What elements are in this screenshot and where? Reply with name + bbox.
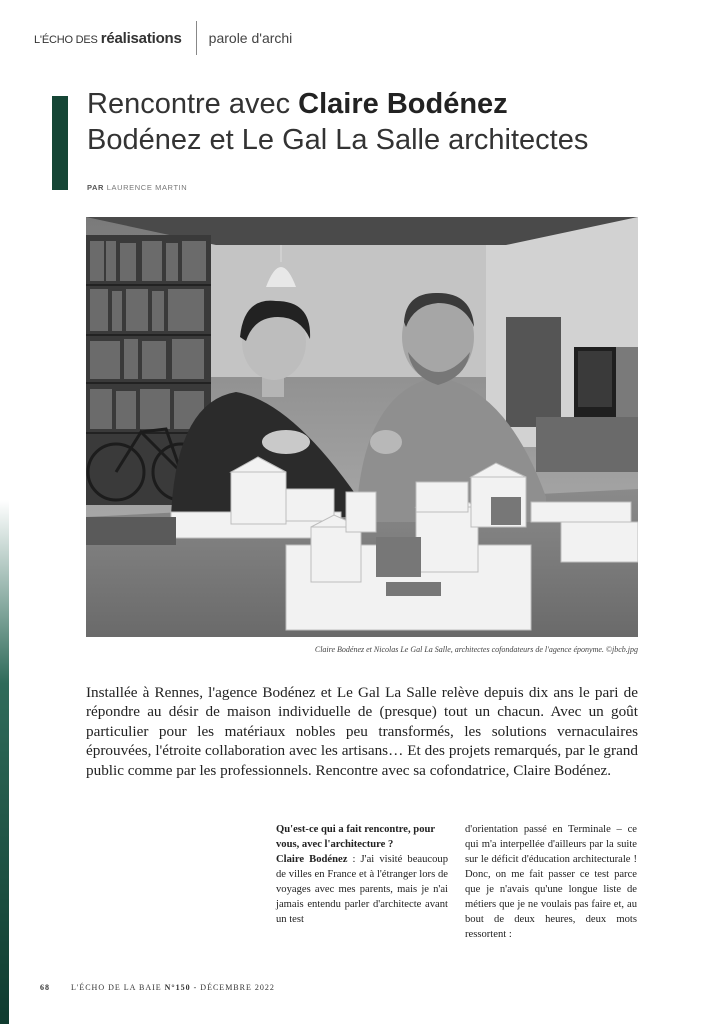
page-header [34,22,292,54]
header-divider [196,21,197,55]
magazine-name: L'ÉCHO DE LA BAIE [71,983,162,992]
article-title-line2: Bodénez et Le Gal La Salle architectes [87,124,589,156]
byline-author: LAURENCE MARTIN [106,183,188,192]
title-light: Rencontre avec [87,88,299,120]
interview-question: Qu'est-ce qui a fait rencontre, pour vous, avec l'architecture ? [276,824,435,850]
section-title: réalisations [100,29,182,47]
section-label [34,30,182,47]
interview-answer-part1 [276,852,448,927]
article-photo [86,217,638,637]
answer-text-1: : J'ai visité beaucoup de villes en France et à l'étranger lors de voyages avec mes parents, mais je n'ai jamais entendu parler d'architecte avant un test [276,854,448,925]
issue-number: N°150 [164,983,191,992]
title-accent-bar [52,96,68,190]
section-prefix: L'ÉCHO DES [34,33,98,46]
interview-answer-part2: d'orientation passé en Terminale – ce qui m'a interpellée d'ailleurs par la suite sur le déficit d'éducation architecturale ! Donc, on me fait passer ce test parce que je n'avais qu'une longue liste de métiers que je ne voulais pas faire et, au bout de deux heures, deux mots ressortent : [465,824,637,940]
interview-column-2 [465,822,637,942]
article-intro: Installée à Rennes, l'agence Bodénez et Le Gal La Salle relève depuis dix ans le pari de répondre au désir de maison individuelle de (presque) tout un chacun. Avec un goût particulier pour les matériaux nobles peu transformés, les solutions vernaculaires éprouvées, l'étroite collaboration avec les artisans… Et des projets remarqués, par le grand public comme par les professionnels. Rencontre avec sa cofondatrice, Claire Bodénez. [86,684,638,779]
page-footer [40,983,275,992]
issue-date: - DÉCEMBRE 2022 [193,983,275,992]
photo-caption: Claire Bodénez et Nicolas Le Gal La Salle, architectes cofondateurs de l'agence éponyme. ©jbcb.jpg [314,645,638,654]
subsection-label: parole d'archi [208,30,293,46]
speaker-name: Claire Bodénez [276,854,348,865]
photo-illustration [86,217,638,637]
article-title-line1 [87,88,508,121]
title-name: Claire Bodénez [298,88,508,120]
edge-decoration [0,500,9,1024]
byline [87,183,187,192]
interview-column-1 [276,822,448,927]
byline-par: PAR [87,183,105,192]
page-number: 68 [40,983,50,992]
